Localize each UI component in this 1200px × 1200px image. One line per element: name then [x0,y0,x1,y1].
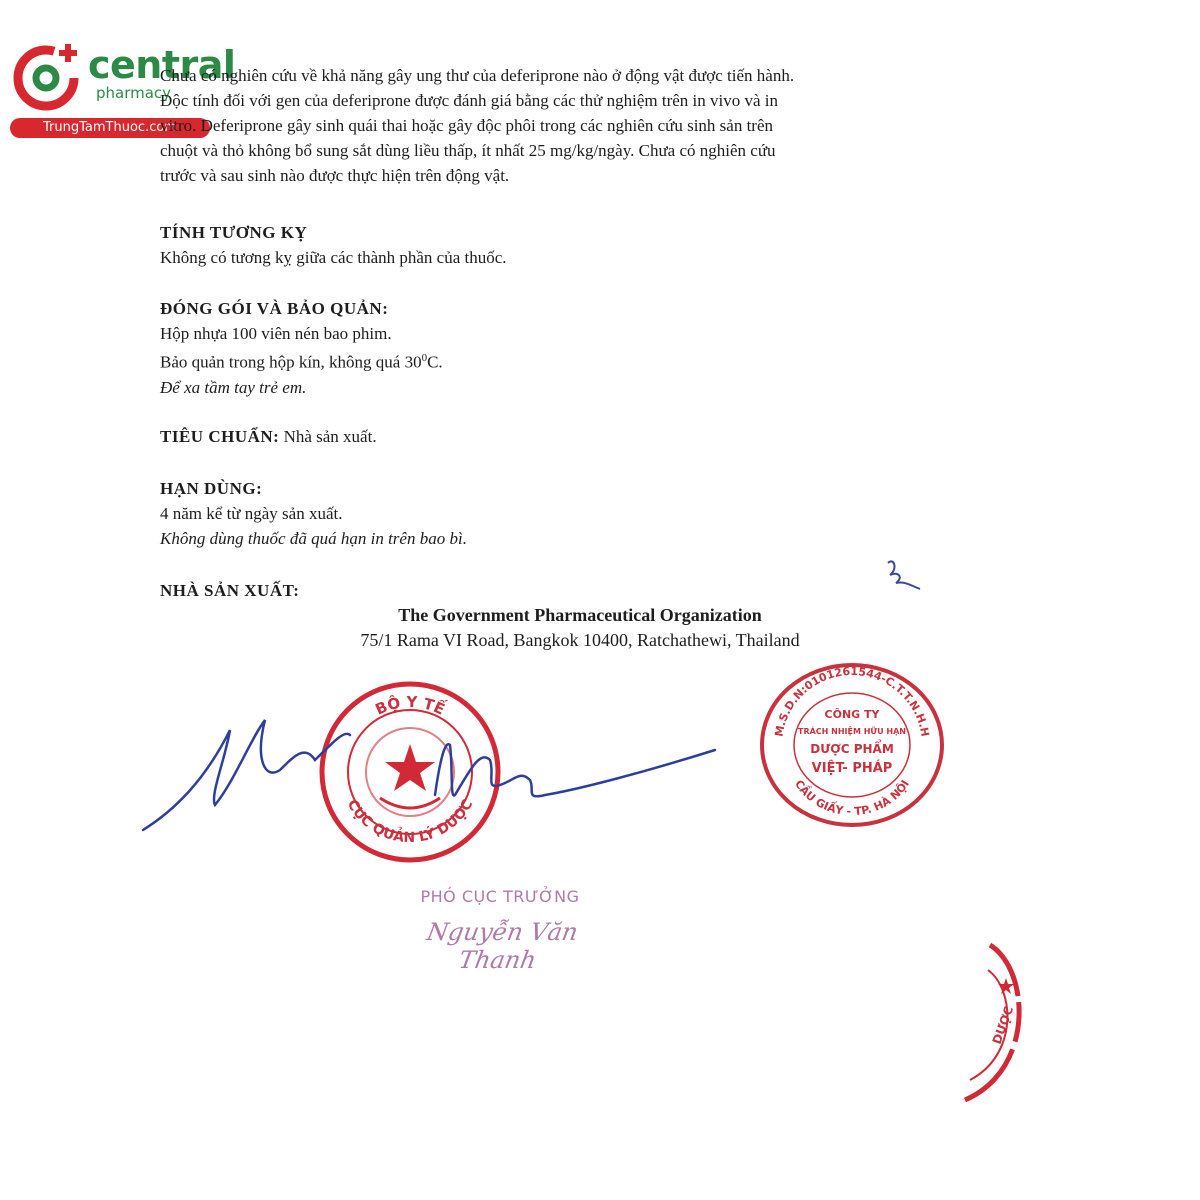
company-stamp-line1: CÔNG TY [824,708,880,721]
partial-stamp-text: DƯỢC [989,1004,1017,1047]
ministry-stamp-bottom: CỤC QUẢN LÝ DƯỢC [343,797,477,847]
paragraph-line: Chưa có nghiên cứu về khả năng gây ung thư của deferiprone nào ở động vật được tiến hành. [160,66,795,85]
packaging-line: Hộp nhựa 100 viên nén bao phim. [160,324,392,343]
company-stamp-line3: DƯỢC PHẨM [810,742,894,756]
manufacturer-address: 75/1 Rama VI Road, Bangkok 10400, Ratchathewi, Thailand [360,630,800,650]
logo-sub: pharmacy [96,84,172,102]
partial-stamp [960,940,1040,1110]
company-stamp-line4: VIỆT- PHÁP [811,761,893,776]
expiry-heading: HẠN DÙNG: [160,479,263,498]
signer-title: PHÓ CỤC TRƯỞNG [420,887,580,906]
company-stamp [757,660,947,830]
storage-unit: C. [427,352,443,372]
company-stamp-ring: M.S.D.N:0101261544-C.T.T.N.H.H [772,664,932,738]
paragraph-line: Độc tính đối với gen của deferiprone được đánh giá bằng các thử nghiệm trên in vivo và in [160,91,779,110]
ministry-stamp-top: BỘ Y TẾ [372,692,448,719]
compatibility-text: Không có tương kỵ giữa các thành phần của thuốc. [160,248,507,267]
signature [135,700,735,850]
compatibility-section [160,220,1005,270]
pharmacy-cross-icon [10,38,90,118]
manufacturer-name: The Government Pharmaceutical Organization [398,605,762,625]
expiry-section [160,476,1005,551]
logo-site: TrungTamThuoc.com [10,118,210,138]
standard-section [160,424,1005,449]
storage-line [160,346,1005,375]
packaging-section [160,296,1005,400]
manufacturer-heading: NHÀ SẢN XUẤT: [160,581,300,600]
paragraph-line: trước và sau sinh nào được thực hiện trên động vật. [160,166,510,185]
keep-away-line: Để xa tầm tay trẻ em. [160,377,307,397]
expiry-warning: Không dùng thuốc đã quá hạn in trên bao bì. [160,529,467,548]
paragraph-line: chuột và thỏ không bổ sung sắt dùng liều thấp, ít nhất 25 mg/kg/ngày. Chưa có nghiên cứu [160,141,776,160]
paragraph-line: vitro. Deferiprone gây sinh quái thai hoặc gây độc phôi trong các nghiên cứu sinh sản trên [160,116,774,135]
storage-text: Bảo quản trong hộp kín, không quá 30 [160,352,422,372]
expiry-line: 4 năm kể từ ngày sản xuất. [160,504,343,523]
compatibility-heading: TÍNH TƯƠNG KỴ [160,223,308,242]
company-stamp-ring-bottom: CẦU GIẤY - TP. HÀ NỘI [792,777,912,819]
standard-heading: TIÊU CHUẨN: [160,427,280,446]
signer-name: Nguyễn Văn Thanh [424,918,581,974]
carcinogenicity-paragraph [160,63,1005,188]
svg-text:CẦU GIẤY - TP. HÀ NỘI [792,778,912,818]
logo-brand: central [88,43,236,87]
company-stamp-line2: TRÁCH NHIỆM HỮU HẠN [798,727,906,736]
initials-mark [878,555,928,605]
packaging-heading: ĐÓNG GÓI VÀ BẢO QUẢN: [160,299,389,318]
standard-text: Nhà sản xuất. [279,427,377,446]
degree-superscript: 0 [421,352,428,364]
